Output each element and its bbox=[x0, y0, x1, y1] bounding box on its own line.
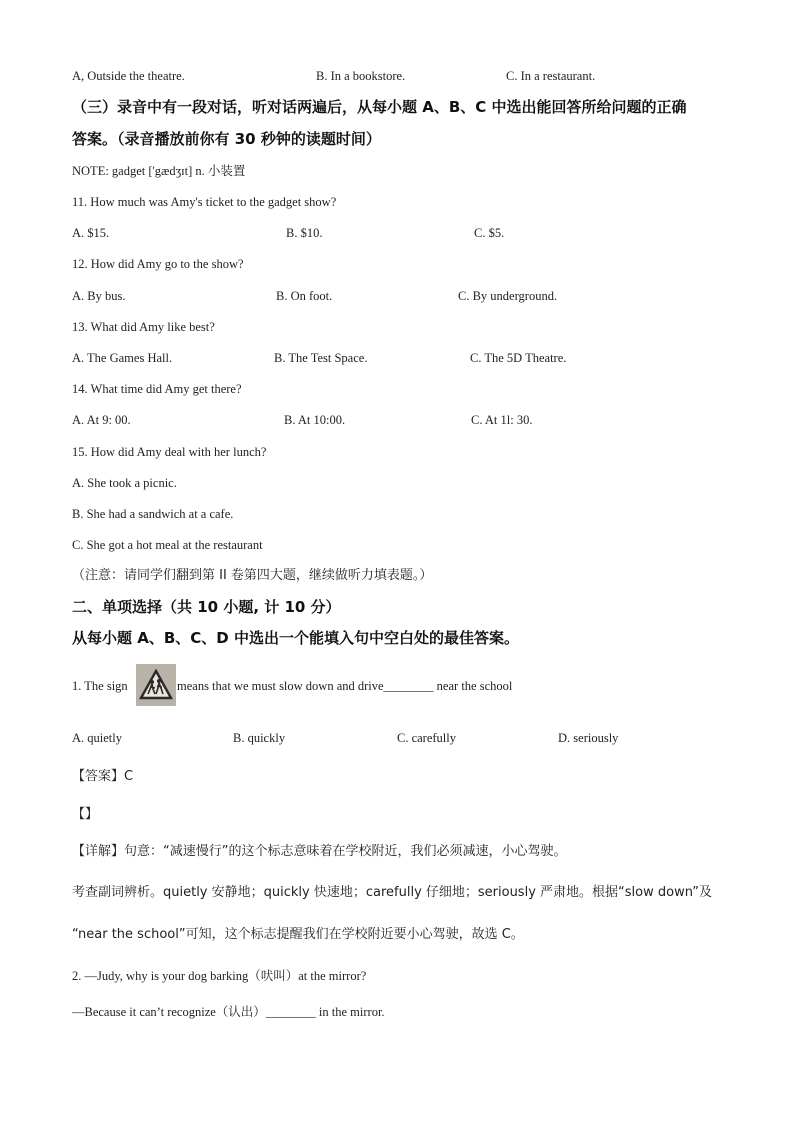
section3-heading-line2: 答案。（录音播放前你有 30 秒钟的读题时间） bbox=[72, 130, 381, 148]
q11-option-c: C. $5. bbox=[474, 226, 505, 240]
q12-option-b: B. On foot. bbox=[276, 289, 333, 303]
q14-option-a: A. At 9: 00. bbox=[72, 413, 131, 427]
q1-option-a: A. quietly bbox=[72, 731, 122, 745]
question-15: 15. How did Amy deal with her lunch? bbox=[72, 445, 267, 459]
slow-down-sign-image bbox=[136, 664, 176, 706]
q12-option-c: C. By underground. bbox=[458, 289, 558, 303]
answer-label: 【答案】C bbox=[72, 769, 134, 784]
question-2-line1: 2. —Judy, why is your dog barking（吠叫）at the mirror? bbox=[72, 969, 367, 983]
question-13: 13. What did Amy like best? bbox=[72, 320, 215, 334]
q1-text-start: 1. The sign bbox=[72, 679, 128, 693]
q1-option-d: D. seriously bbox=[558, 731, 619, 745]
q15-option-c: C. She got a hot meal at the restaurant bbox=[72, 538, 263, 552]
q14-option-c: C. At 1l: 30. bbox=[471, 413, 533, 427]
q13-option-a: A. The Games Hall. bbox=[72, 351, 173, 365]
part2-instruction: 从每小题 A、B、C、D 中选出一个能填入句中空白处的最佳答案。 bbox=[72, 629, 519, 647]
blank-bracket: 【】 bbox=[72, 807, 99, 822]
attention-note: （注意：请同学们翻到第 II 卷第四大题，继续做听力填表题。） bbox=[72, 568, 433, 583]
q11-option-a: A. $15. bbox=[72, 226, 110, 240]
q10-option-b: B. In a bookstore. bbox=[316, 69, 406, 83]
question-12: 12. How did Amy go to the show? bbox=[72, 257, 244, 271]
children-crossing-warning-icon bbox=[139, 669, 173, 701]
vocab-note: NOTE: gadget ['gædʒɪt] n. 小装置 bbox=[72, 164, 246, 178]
question-11: 11. How much was Amy's ticket to the gadget show? bbox=[72, 195, 337, 209]
q13-option-c: C. The 5D Theatre. bbox=[470, 351, 567, 365]
q11-option-b: B. $10. bbox=[286, 226, 323, 240]
question-2-line2: —Because it can’t recognize（认出）________ in the mirror. bbox=[72, 1005, 385, 1019]
part2-heading: 二、单项选择（共 10 小题, 计 10 分） bbox=[72, 598, 341, 616]
question-14: 14. What time did Amy get there? bbox=[72, 382, 242, 396]
section3-heading-line1: （三）录音中有一段对话，听对话两遍后，从每小题 A、B、C 中选出能回答所给问题的正确 bbox=[72, 98, 687, 116]
q1-text-end: means that we must slow down and drive________ near the school bbox=[177, 679, 513, 693]
analysis-line2: “near the school”可知，这个标志提醒我们在学校附近要小心驾驶，故选 C。 bbox=[72, 927, 524, 942]
q15-option-a: A. She took a picnic. bbox=[72, 476, 177, 490]
q13-option-b: B. The Test Space. bbox=[274, 351, 368, 365]
q12-option-a: A. By bus. bbox=[72, 289, 126, 303]
q10-option-c: C. In a restaurant. bbox=[506, 69, 596, 83]
analysis-line1: 考查副词辨析。quietly 安静地；quickly 快速地；carefully 仔细地；seriously 严肃地。根据“slow down”及 bbox=[72, 885, 712, 900]
q10-option-a: A, Outside the theatre. bbox=[72, 69, 185, 83]
detail-line: 【详解】句意：“减速慢行”的这个标志意味着在学校附近，我们必须减速，小心驾驶。 bbox=[72, 844, 567, 859]
q1-option-b: B. quickly bbox=[233, 731, 286, 745]
q15-option-b: B. She had a sandwich at a cafe. bbox=[72, 507, 234, 521]
q14-option-b: B. At 10:00. bbox=[284, 413, 346, 427]
q1-option-c: C. carefully bbox=[397, 731, 457, 745]
